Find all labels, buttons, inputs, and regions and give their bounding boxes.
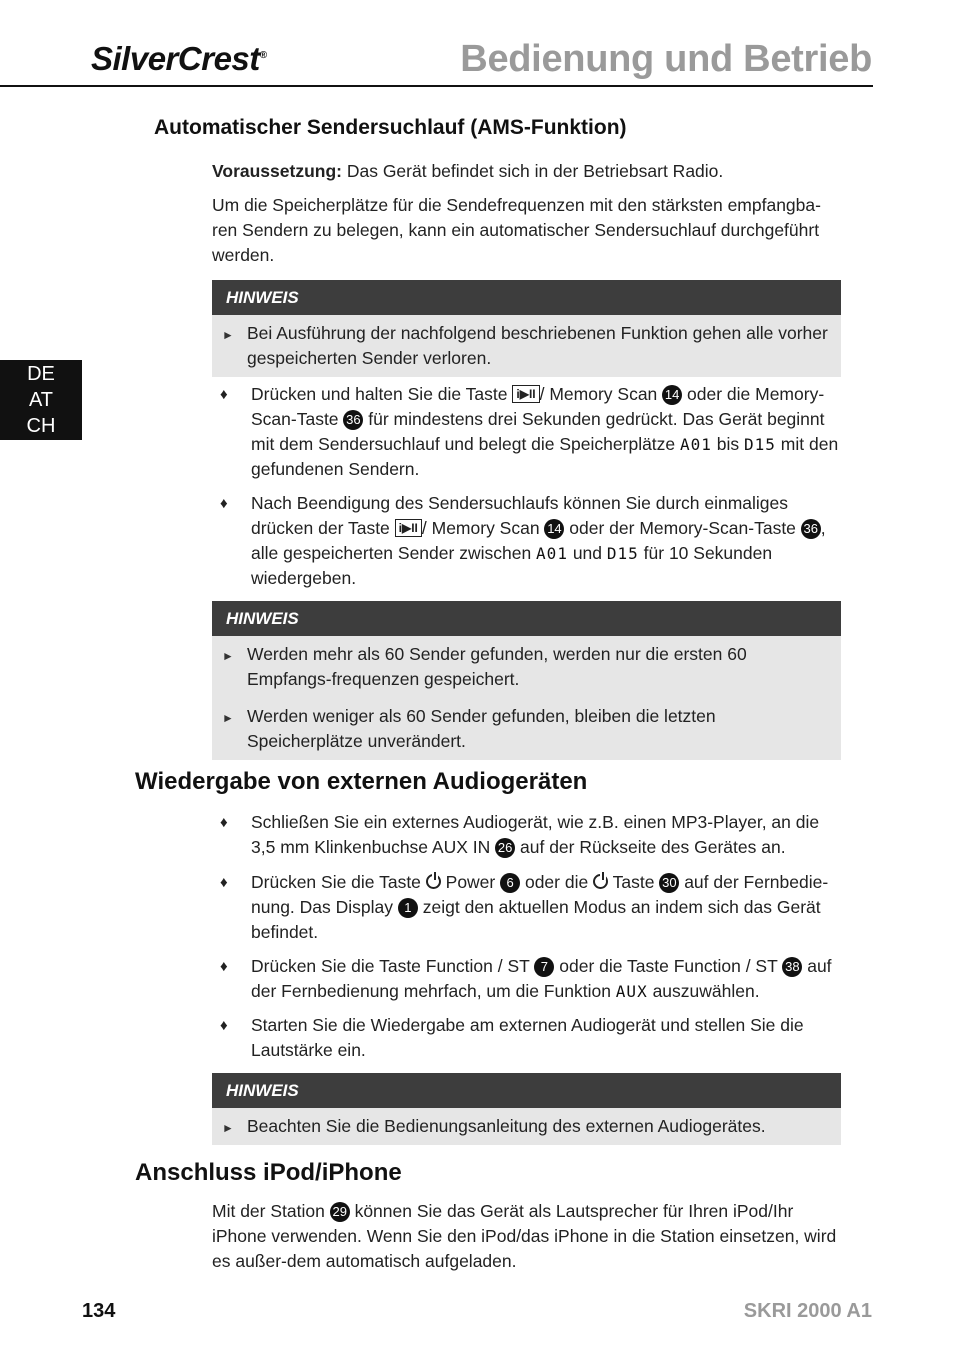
arrow-right-icon: ►: [222, 649, 234, 663]
hint-title: HINWEIS: [212, 280, 841, 315]
diamond-bullet-icon: ♦: [220, 1017, 228, 1034]
page-title: Bedienung und Betrieb: [460, 38, 872, 80]
prerequisite-text: Das Gerät befindet sich in der Betriebsart Radio.: [341, 161, 724, 181]
hint-title: HINWEIS: [212, 601, 841, 636]
bullet-item-ams-2: ♦ Nach Beendigung des Sendersuchlaufs können Sie durch einmaliges drücken der Taste i▶II / Memory Scan 14 oder der Memory-Scan-Taste 36 , alle gespeicherten Sender zwischen A01 und D15 für 10 Sekunden wiedergeben.: [220, 493, 826, 588]
reference-number: 6: [500, 873, 520, 893]
hint-item: [212, 1108, 841, 1145]
language-at: AT: [28, 389, 54, 411]
diamond-bullet-icon: ♦: [220, 386, 228, 403]
power-icon: [426, 874, 441, 889]
reference-number: 14: [662, 385, 682, 405]
reference-number: 38: [782, 957, 802, 977]
ipod-paragraph: Mit der Station 29 können Sie das Gerät als Lautsprecher für Ihren iPod/Ihr iPhone verwenden. Wenn Sie den iPod/das iPhone in die Station einsetzen, wird es außer-dem automatisch aufgeladen.: [212, 1201, 837, 1271]
bullet-item-external-4: ♦ Starten Sie die Wiedergabe am externen Audiogerät und stellen Sie die Lautstärke ein.: [220, 1015, 804, 1060]
section-heading-ams: Automatischer Sendersuchlauf (AMS-Funktion): [154, 116, 627, 139]
lcd-display-text: A01: [680, 435, 712, 454]
prerequisite-label: Voraussetzung:: [212, 161, 342, 181]
reference-number: 1: [398, 898, 418, 918]
power-icon: [593, 874, 608, 889]
arrow-right-icon: ►: [222, 328, 234, 342]
header-divider: [0, 85, 873, 87]
hint-box-ams-2: [212, 601, 841, 760]
language-tab: [0, 360, 82, 440]
play-pause-button-icon: i▶II: [512, 385, 539, 403]
hint-item: [212, 636, 841, 698]
diamond-bullet-icon: ♦: [220, 495, 228, 512]
section-heading-external-audio: Wiedergabe von externen Audiogeräten: [135, 768, 588, 795]
hint-title: HINWEIS: [212, 1073, 841, 1108]
arrow-right-icon: ►: [222, 1121, 234, 1135]
hint-text: Werden mehr als 60 Sender gefunden, werden nur die ersten 60 Empfangs-frequenzen gespeichert.: [247, 644, 747, 689]
model-name: SKRI 2000 A1: [743, 1300, 872, 1322]
hint-item: [212, 315, 841, 377]
lcd-display-text: A01: [536, 544, 568, 563]
ams-intro-paragraph: Um die Speicherplätze für die Sendefrequenzen mit den stärksten empfangba-ren Sendern zu belegen, kann ein automatischer Sendersuchlauf durchgeführt werden.: [212, 195, 821, 265]
bullet-item-external-3: ♦ Drücken Sie die Taste Function / ST 7 oder die Taste Function / ST 38 auf der Fernbedienung mehrfach, um die Funktion AUX auszuwählen.: [220, 956, 832, 1001]
hint-text: Bei Ausführung der nachfolgend beschriebenen Funktion gehen alle vorher gespeicherten Sender verloren.: [247, 323, 828, 368]
reference-number: 26: [495, 838, 515, 858]
lcd-display-text: AUX: [615, 982, 648, 1001]
language-de: DE: [27, 363, 55, 385]
hint-text: Beachten Sie die Bedienungsanleitung des externen Audiogerätes.: [247, 1116, 766, 1136]
hint-item: [212, 698, 841, 760]
bullet-item-ams-1: ♦ Drücken und halten Sie die Taste i▶II / Memory Scan 14 oder die Memory-Scan-Taste 36 für mindestens drei Sekunden gedrückt. Das Gerät beginnt mit dem Sendersuchlauf und belegt die Speicherplätze A01 bis D15 mit den gefundenen Sendern.: [220, 384, 839, 479]
diamond-bullet-icon: ♦: [220, 958, 228, 975]
prerequisite-paragraph: [212, 159, 842, 184]
brand-logo: SilverCrest®: [91, 40, 267, 77]
reference-number: 29: [330, 1202, 350, 1222]
hint-text: Werden weniger als 60 Sender gefunden, bleiben die letzten Speicherplätze unverändert.: [247, 706, 716, 751]
section-heading-ipod: Anschluss iPod/iPhone: [135, 1159, 402, 1186]
hint-box-ams-1: [212, 280, 841, 377]
hint-box-external: [212, 1073, 841, 1145]
reference-number: 7: [534, 957, 554, 977]
diamond-bullet-icon: ♦: [220, 814, 228, 831]
bullet-item-external-1: ♦ Schließen Sie ein externes Audiogerät, wie z.B. einen MP3-Player, an die 3,5 mm Klinkenbuchse AUX IN 26 auf der Rückseite des Gerätes an.: [220, 812, 820, 857]
reference-number: 14: [544, 519, 564, 539]
bullet-item-external-2: ♦ Drücken Sie die Taste Power 6 oder die Taste 30 auf der Fernbedie-nung. Das Display 1 zeigt den aktuellen Modus an indem sich das Gerät befindet.: [220, 872, 829, 942]
reference-number: 36: [801, 519, 821, 539]
lcd-display-text: D15: [744, 435, 776, 454]
arrow-right-icon: ►: [222, 711, 234, 725]
diamond-bullet-icon: ♦: [220, 874, 228, 891]
language-ch: CH: [26, 415, 56, 437]
lcd-display-text: D15: [606, 544, 639, 563]
page-number: 134: [82, 1300, 116, 1322]
play-pause-button-icon: i▶II: [395, 519, 422, 537]
reference-number: 36: [343, 410, 363, 430]
reference-number: 30: [659, 873, 679, 893]
